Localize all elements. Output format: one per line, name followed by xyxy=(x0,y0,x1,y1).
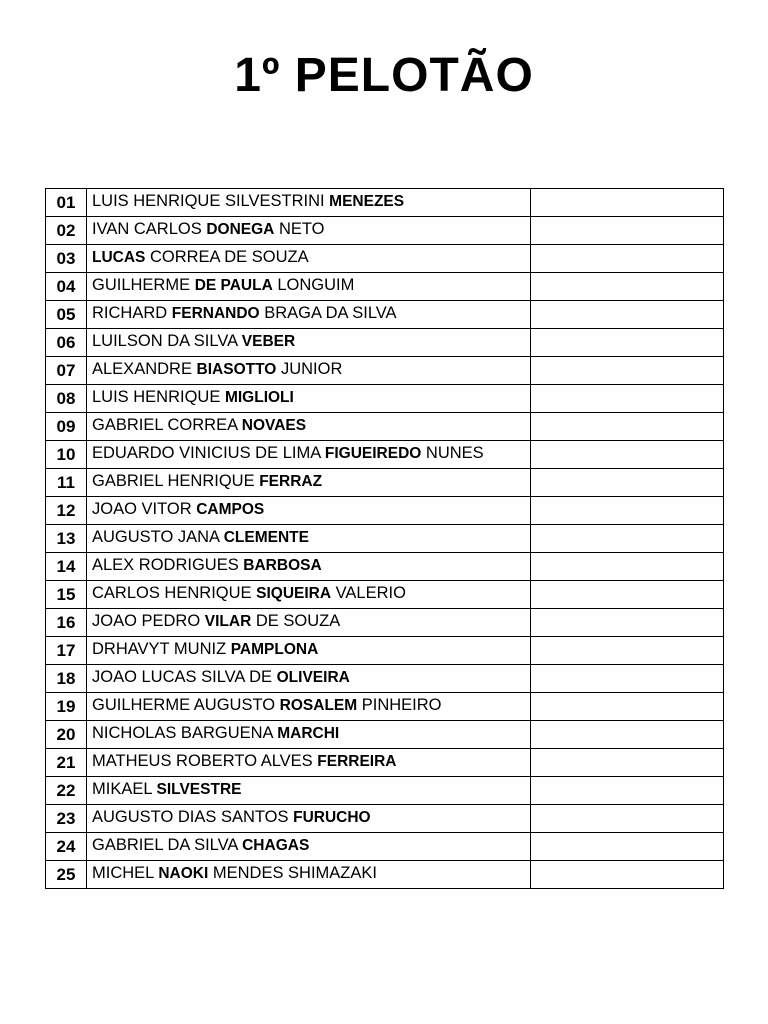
student-name xyxy=(87,245,531,273)
empty-cell xyxy=(531,553,724,581)
table-row xyxy=(46,469,724,497)
name-part-bold: BARBOSA xyxy=(243,557,322,574)
name-part: NICHOLAS BARGUENA xyxy=(92,724,278,742)
row-number: 21 xyxy=(46,749,87,777)
student-name xyxy=(87,525,531,553)
student-name xyxy=(87,805,531,833)
student-name xyxy=(87,581,531,609)
name-part: LUIS HENRIQUE SILVESTRINI xyxy=(92,192,330,210)
name-part: DRHAVYT MUNIZ xyxy=(92,640,231,658)
empty-cell xyxy=(531,861,724,889)
row-number: 10 xyxy=(46,441,87,469)
table-row xyxy=(46,553,724,581)
name-part: JUNIOR xyxy=(276,360,343,378)
name-part: LUIS HENRIQUE xyxy=(92,388,225,406)
row-number: 24 xyxy=(46,833,87,861)
name-part-bold: VILAR xyxy=(204,613,252,630)
table-row xyxy=(46,385,724,413)
empty-cell xyxy=(531,413,724,441)
student-name xyxy=(87,189,531,217)
name-part-bold: FERREIRA xyxy=(317,753,397,770)
empty-cell xyxy=(531,665,724,693)
name-part-bold: MIGLIOLI xyxy=(224,389,294,406)
name-part-bold: PAMPLONA xyxy=(230,641,319,658)
name-part-bold: CHAGAS xyxy=(242,837,310,854)
row-number: 13 xyxy=(46,525,87,553)
name-part: AUGUSTO JANA xyxy=(92,528,224,546)
row-number: 14 xyxy=(46,553,87,581)
empty-cell xyxy=(531,637,724,665)
name-part-bold: FERRAZ xyxy=(259,473,323,490)
name-part-bold: LUCAS xyxy=(92,249,146,266)
student-name xyxy=(87,693,531,721)
empty-cell xyxy=(531,833,724,861)
student-name xyxy=(87,833,531,861)
name-part-bold: VEBER xyxy=(241,333,296,350)
student-name xyxy=(87,665,531,693)
student-name xyxy=(87,357,531,385)
name-part: CORREA DE SOUZA xyxy=(145,248,309,266)
table-row xyxy=(46,189,724,217)
name-part-bold: DONEGA xyxy=(206,221,275,238)
row-number: 18 xyxy=(46,665,87,693)
table-row xyxy=(46,693,724,721)
empty-cell xyxy=(531,749,724,777)
row-number: 07 xyxy=(46,357,87,385)
name-part: CARLOS HENRIQUE xyxy=(92,584,257,602)
name-part: DE SOUZA xyxy=(251,612,341,630)
name-part: RICHARD xyxy=(92,304,172,322)
table-row xyxy=(46,581,724,609)
table-row xyxy=(46,833,724,861)
row-number: 08 xyxy=(46,385,87,413)
row-number: 19 xyxy=(46,693,87,721)
name-part-bold: NOVAES xyxy=(241,417,307,434)
table-row xyxy=(46,217,724,245)
name-part-bold: FIGUEIREDO xyxy=(324,445,422,462)
name-part-bold: MENEZES xyxy=(329,193,405,210)
row-number: 16 xyxy=(46,609,87,637)
table-row xyxy=(46,609,724,637)
student-name xyxy=(87,777,531,805)
name-part-bold: NAOKI xyxy=(158,865,209,882)
empty-cell xyxy=(531,721,724,749)
name-part-bold: SIQUEIRA xyxy=(256,585,332,602)
student-name xyxy=(87,385,531,413)
student-name xyxy=(87,301,531,329)
empty-cell xyxy=(531,525,724,553)
row-number: 03 xyxy=(46,245,87,273)
name-part-bold: MARCHI xyxy=(277,725,340,742)
table-row xyxy=(46,329,724,357)
name-part-bold: ROSALEM xyxy=(279,697,358,714)
name-part: AUGUSTO DIAS SANTOS xyxy=(92,808,294,826)
roster-table xyxy=(45,188,724,889)
table-row xyxy=(46,245,724,273)
name-part: MICHEL xyxy=(92,864,159,882)
empty-cell xyxy=(531,217,724,245)
name-part: MIKAEL xyxy=(92,780,157,798)
empty-cell xyxy=(531,245,724,273)
table-row xyxy=(46,413,724,441)
name-part: IVAN CARLOS xyxy=(92,220,207,238)
row-number: 20 xyxy=(46,721,87,749)
row-number: 05 xyxy=(46,301,87,329)
table-row xyxy=(46,441,724,469)
row-number: 25 xyxy=(46,861,87,889)
empty-cell xyxy=(531,273,724,301)
empty-cell xyxy=(531,385,724,413)
name-part: ALEXANDRE xyxy=(92,360,197,378)
name-part-bold: FURUCHO xyxy=(293,809,371,826)
student-name xyxy=(87,497,531,525)
name-part: GUILHERME AUGUSTO xyxy=(92,696,280,714)
empty-cell xyxy=(531,441,724,469)
table-row xyxy=(46,273,724,301)
name-part-bold: DE PAULA xyxy=(194,277,273,294)
name-part: GUILHERME xyxy=(92,276,195,294)
row-number: 02 xyxy=(46,217,87,245)
student-name xyxy=(87,329,531,357)
name-part-bold: CAMPOS xyxy=(196,501,265,518)
empty-cell xyxy=(531,805,724,833)
name-part: LUILSON DA SILVA xyxy=(92,332,242,350)
student-name xyxy=(87,637,531,665)
table-row xyxy=(46,749,724,777)
table-row xyxy=(46,301,724,329)
row-number: 23 xyxy=(46,805,87,833)
name-part: MENDES SHIMAZAKI xyxy=(208,864,377,882)
empty-cell xyxy=(531,189,724,217)
table-row xyxy=(46,665,724,693)
row-number: 04 xyxy=(46,273,87,301)
name-part: PINHEIRO xyxy=(357,696,442,714)
name-part: JOAO VITOR xyxy=(92,500,197,518)
page-title: 1º PELOTÃO xyxy=(234,49,534,102)
row-number: 01 xyxy=(46,189,87,217)
student-name xyxy=(87,413,531,441)
empty-cell xyxy=(531,581,724,609)
name-part: NUNES xyxy=(421,444,484,462)
student-name xyxy=(87,721,531,749)
empty-cell xyxy=(531,693,724,721)
student-name xyxy=(87,217,531,245)
row-number: 11 xyxy=(46,469,87,497)
name-part: GABRIEL DA SILVA xyxy=(92,836,243,854)
name-part: GABRIEL CORREA xyxy=(92,416,242,434)
table-row xyxy=(46,497,724,525)
student-name xyxy=(87,749,531,777)
name-part: NETO xyxy=(274,220,325,238)
name-part-bold: BIASOTTO xyxy=(196,361,277,378)
name-part-bold: OLIVEIRA xyxy=(276,669,350,686)
empty-cell xyxy=(531,357,724,385)
empty-cell xyxy=(531,777,724,805)
table-row xyxy=(46,637,724,665)
name-part-bold: SILVESTRE xyxy=(156,781,242,798)
row-number: 12 xyxy=(46,497,87,525)
row-number: 06 xyxy=(46,329,87,357)
table-row xyxy=(46,805,724,833)
empty-cell xyxy=(531,469,724,497)
roster-body xyxy=(46,189,724,889)
name-part: EDUARDO VINICIUS DE LIMA xyxy=(92,444,325,462)
row-number: 15 xyxy=(46,581,87,609)
row-number: 17 xyxy=(46,637,87,665)
empty-cell xyxy=(531,301,724,329)
student-name xyxy=(87,273,531,301)
student-name xyxy=(87,861,531,889)
empty-cell xyxy=(531,609,724,637)
student-name xyxy=(87,441,531,469)
student-name xyxy=(87,553,531,581)
table-row xyxy=(46,861,724,889)
name-part: MATHEUS ROBERTO ALVES xyxy=(92,752,318,770)
student-name xyxy=(87,609,531,637)
name-part: LONGUIM xyxy=(272,276,355,294)
name-part-bold: CLEMENTE xyxy=(223,529,309,546)
name-part: ALEX RODRIGUES xyxy=(92,556,244,574)
table-row xyxy=(46,525,724,553)
table-row xyxy=(46,721,724,749)
name-part: GABRIEL HENRIQUE xyxy=(92,472,260,490)
row-number: 09 xyxy=(46,413,87,441)
name-part: JOAO PEDRO xyxy=(92,612,205,630)
empty-cell xyxy=(531,497,724,525)
student-name xyxy=(87,469,531,497)
row-number: 22 xyxy=(46,777,87,805)
table-row xyxy=(46,357,724,385)
name-part-bold: FERNANDO xyxy=(171,305,260,322)
name-part: VALERIO xyxy=(331,584,406,602)
empty-cell xyxy=(531,329,724,357)
name-part: JOAO LUCAS SILVA DE xyxy=(92,668,277,686)
table-row xyxy=(46,777,724,805)
name-part: BRAGA DA SILVA xyxy=(259,304,397,322)
